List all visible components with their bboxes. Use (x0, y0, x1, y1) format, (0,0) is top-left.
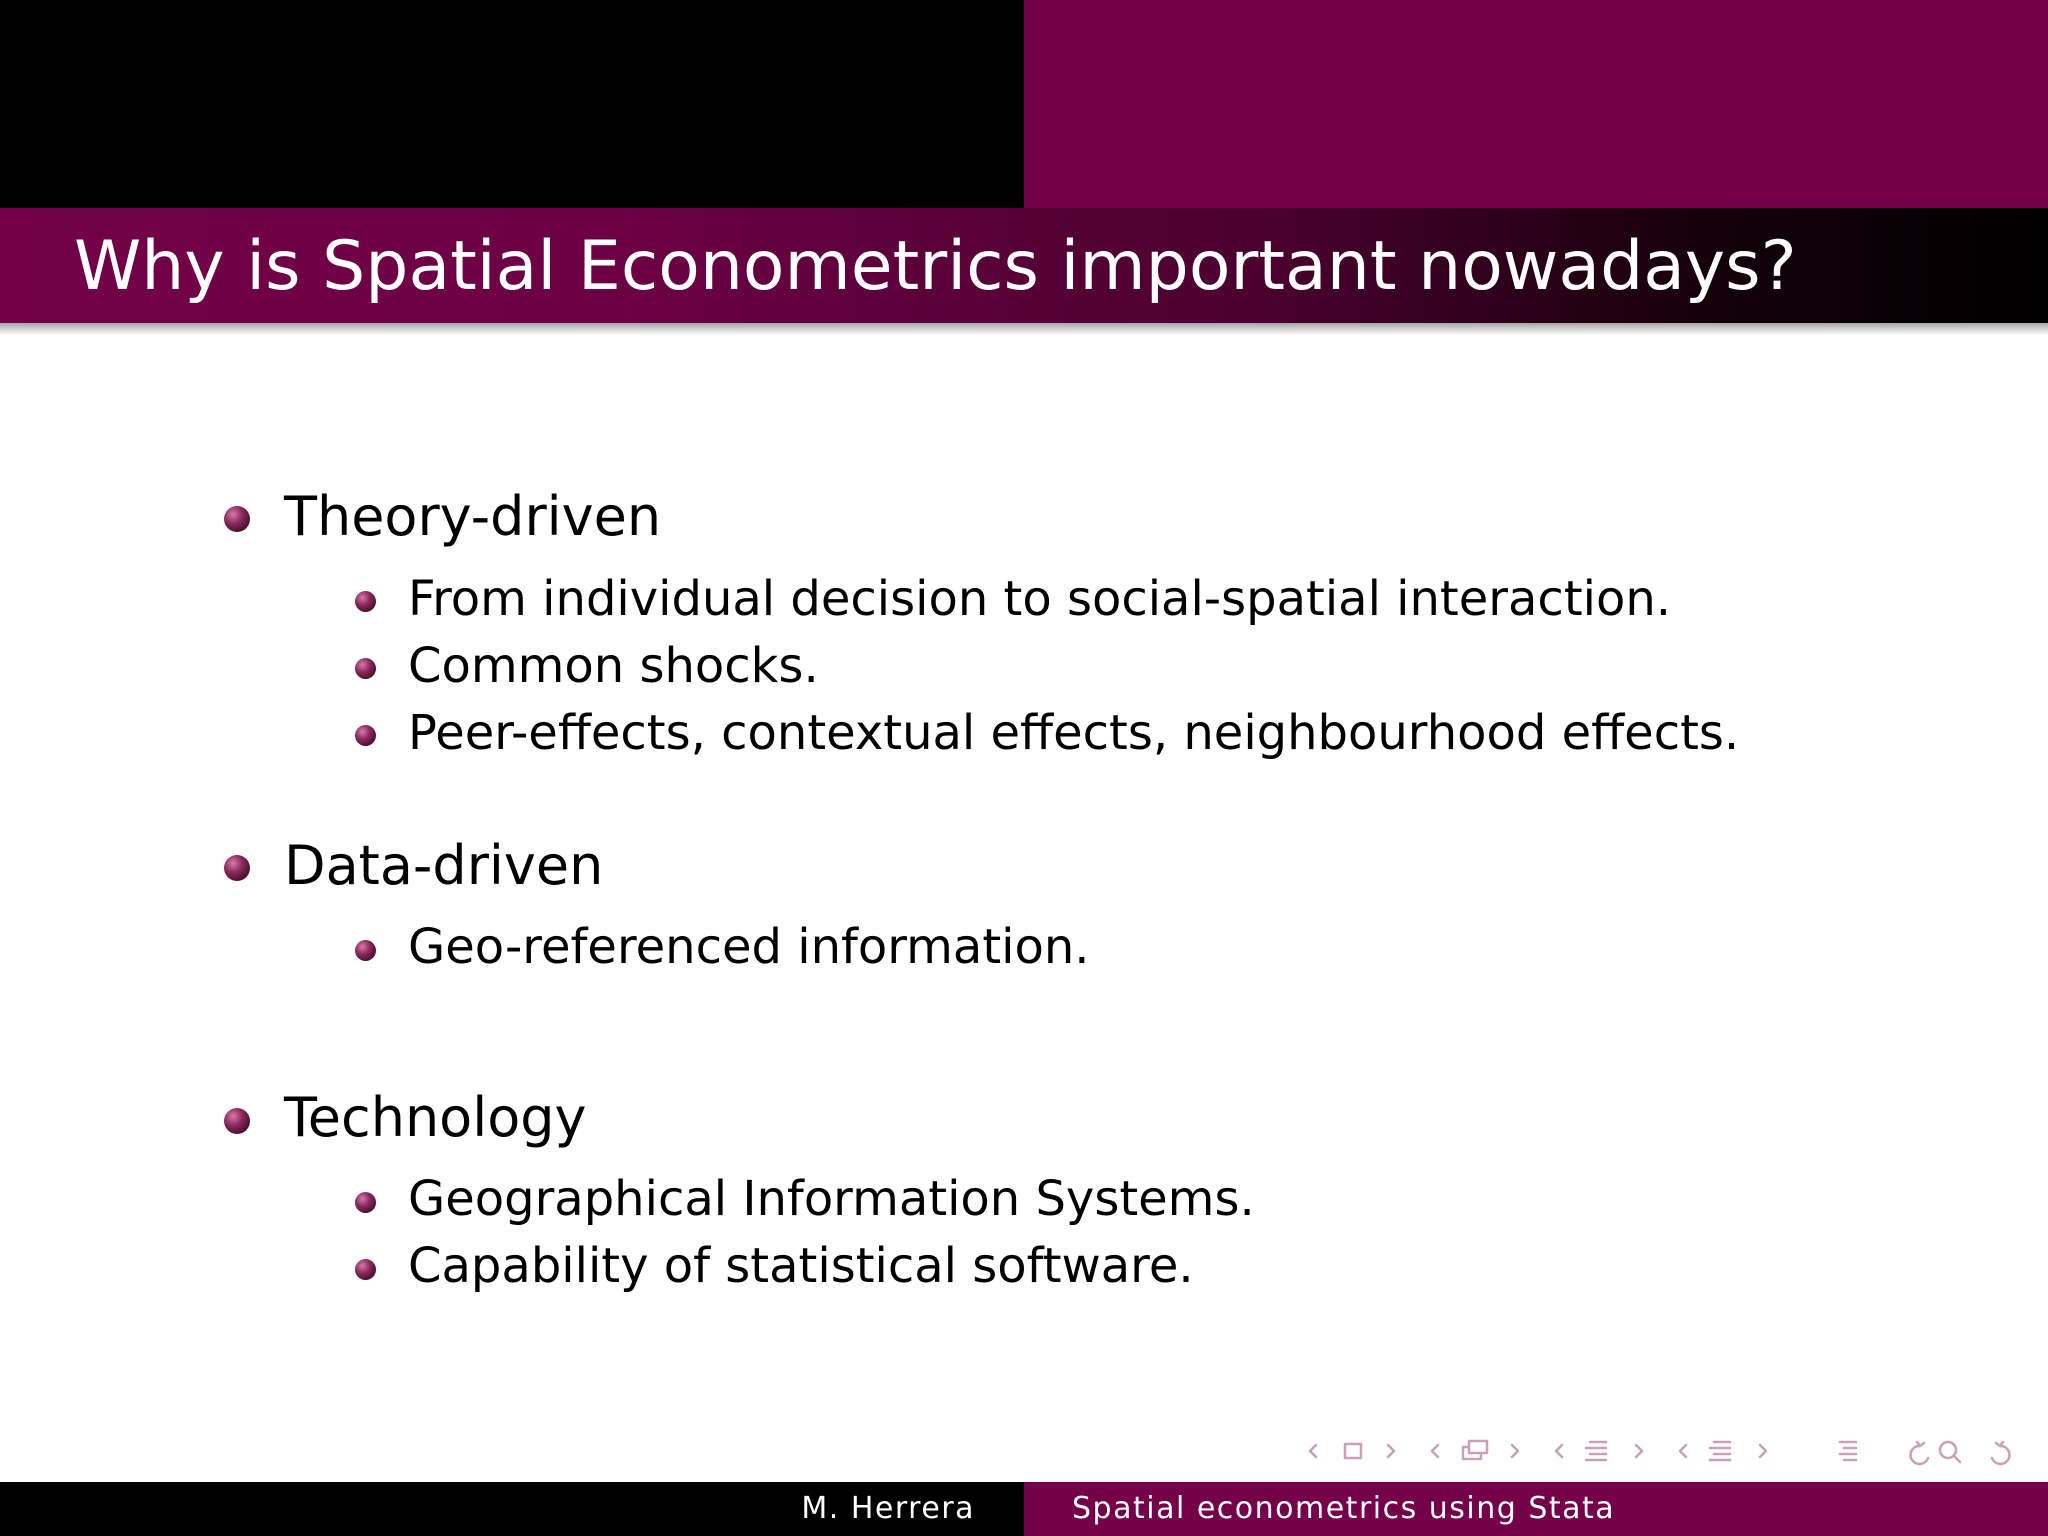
navigation-symbols-graphic (1300, 1432, 2040, 1472)
bullet-icon (224, 1108, 250, 1134)
bullet-icon (355, 725, 376, 746)
appendix-icon[interactable] (1840, 1442, 1856, 1460)
slide-title: Why is Spatial Econometrics important nowadays? (74, 227, 1797, 306)
bullet-icon (355, 940, 376, 961)
sub-list-item: From individual decision to social-spatial interaction. (408, 571, 1672, 627)
footer-right-panel (1024, 1482, 2048, 1536)
list-item-theory-driven: Theory-driven (284, 485, 662, 548)
list-item-data-driven: Data-driven (284, 834, 604, 897)
sub-list-item: Geographical Information Systems. (408, 1171, 1255, 1227)
sub-list-item: Geo-referenced information. (408, 919, 1090, 975)
section-nav-icon[interactable] (1556, 1442, 1642, 1460)
bullet-icon (355, 658, 376, 679)
bullet-icon (224, 506, 250, 532)
bullet-icon (355, 591, 376, 612)
subsection-nav-icon[interactable] (1432, 1441, 1518, 1459)
bullet-icon (355, 1259, 376, 1280)
footer-left-panel (0, 1482, 1024, 1536)
title-bar-shadow (0, 323, 2048, 335)
search-icon[interactable] (1911, 1442, 2010, 1464)
sub-list-item: Common shocks. (408, 638, 819, 694)
sub-list-item: Peer-effects, contextual effects, neighbourhood effects. (408, 705, 1740, 761)
frame-nav-icon[interactable] (1310, 1444, 1394, 1458)
document-nav-icon[interactable] (1680, 1442, 1766, 1460)
bullet-icon (355, 1192, 376, 1213)
header-right-panel (1024, 0, 2048, 208)
navigation-symbols (1300, 1432, 2040, 1472)
bullet-icon (224, 855, 250, 881)
sub-list-item: Capability of statistical software. (408, 1238, 1194, 1294)
footer-author: M. Herrera (801, 1491, 975, 1526)
footer-talk-title: Spatial econometrics using Stata (1072, 1491, 1616, 1526)
list-item-technology: Technology (284, 1086, 587, 1149)
header-left-panel (0, 0, 1024, 208)
